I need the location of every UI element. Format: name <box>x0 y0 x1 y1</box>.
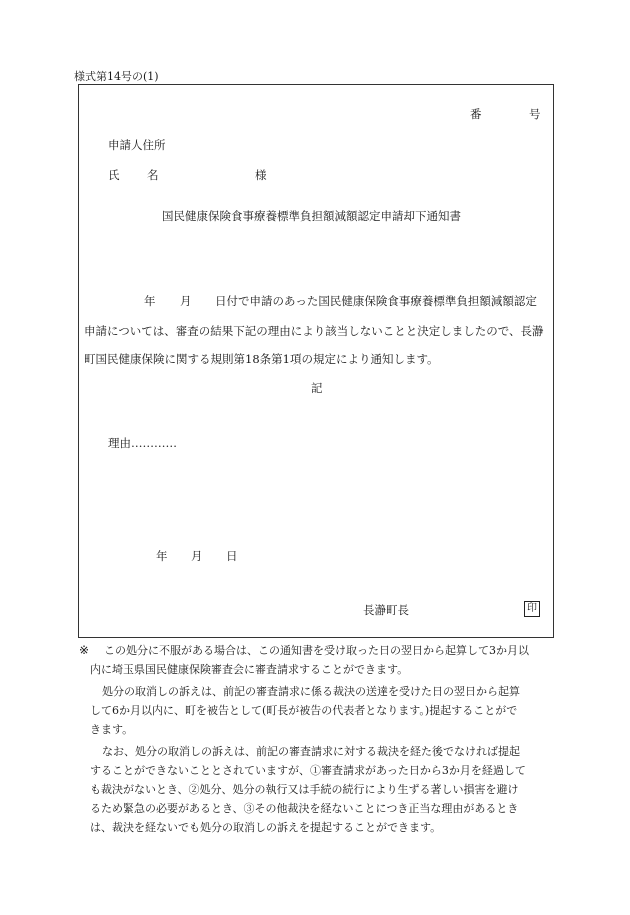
note-line: も裁決がないとき、②処分、処分の執行又は手続の続行により生ずる著しい損害を避け <box>90 783 519 796</box>
honorific-sama: 様 <box>255 168 267 182</box>
note-line: この処分に不服がある場合は、この通知書を受け取った日の翌日から起算して3か月以 <box>104 644 529 657</box>
number-label-ban: 番 <box>470 107 482 121</box>
name-label-mei: 名 <box>147 168 159 182</box>
issue-date-day: 日 <box>226 549 238 563</box>
form-number: 様式第14号の(1) <box>74 70 159 83</box>
note-line: することができないこととされていますが、①審査請求があった日から3か月を経過して <box>90 764 526 777</box>
note-line: きます。 <box>90 723 134 736</box>
note-line: 処分の取消しの訴えは、前記の審査請求に係る裁決の送達を受けた日の翌日から起算 <box>102 685 520 698</box>
note-asterisk-mark: ※ <box>79 643 90 657</box>
document-title: 国民健康保険食事療養標準負担額減額認定申請却下通知書 <box>162 209 461 223</box>
issuer-name: 長瀞町長 <box>363 603 409 617</box>
note-line: は、裁決を経ないでも処分の取消しの訴えを提起することができます。 <box>90 821 442 834</box>
body-date-year: 年 <box>144 294 156 308</box>
note-line: して6か月以内に、町を被告として(町長が被告の代表者となります。)提起することがで <box>90 704 518 717</box>
body-line-3: 町国民健康保険に関する規則第18条第1項の規定により通知します。 <box>84 352 439 366</box>
body-line-2: 申請については、審査の結果下記の理由により該当しないことと決定しましたので、長瀞 <box>84 324 544 338</box>
issue-date-year: 年 <box>156 549 168 563</box>
number-label-go: 号 <box>529 107 541 121</box>
note-line: るため緊急の必要があるとき、③その他裁決を経ないことにつき正当な理由があるとき <box>90 802 519 815</box>
note-line: 内に埼玉県国民健康保険審査会に審査請求することができます。 <box>90 663 409 676</box>
reason-label: 理由………… <box>108 436 177 450</box>
ki-heading: 記 <box>311 381 323 395</box>
applicant-address-label: 申請人住所 <box>108 138 166 152</box>
note-line: なお、処分の取消しの訴えは、前記の審査請求に対する裁決を経た後でなければ提起 <box>102 745 520 758</box>
issue-date-month: 月 <box>191 549 203 563</box>
body-date-month: 月 <box>180 294 192 308</box>
name-label-shi: 氏 <box>108 168 120 182</box>
seal-mark: 印 <box>524 601 540 617</box>
body-line-1: 日付で申請のあった国民健康保険食事療養標準負担額減額認定 <box>215 294 537 308</box>
